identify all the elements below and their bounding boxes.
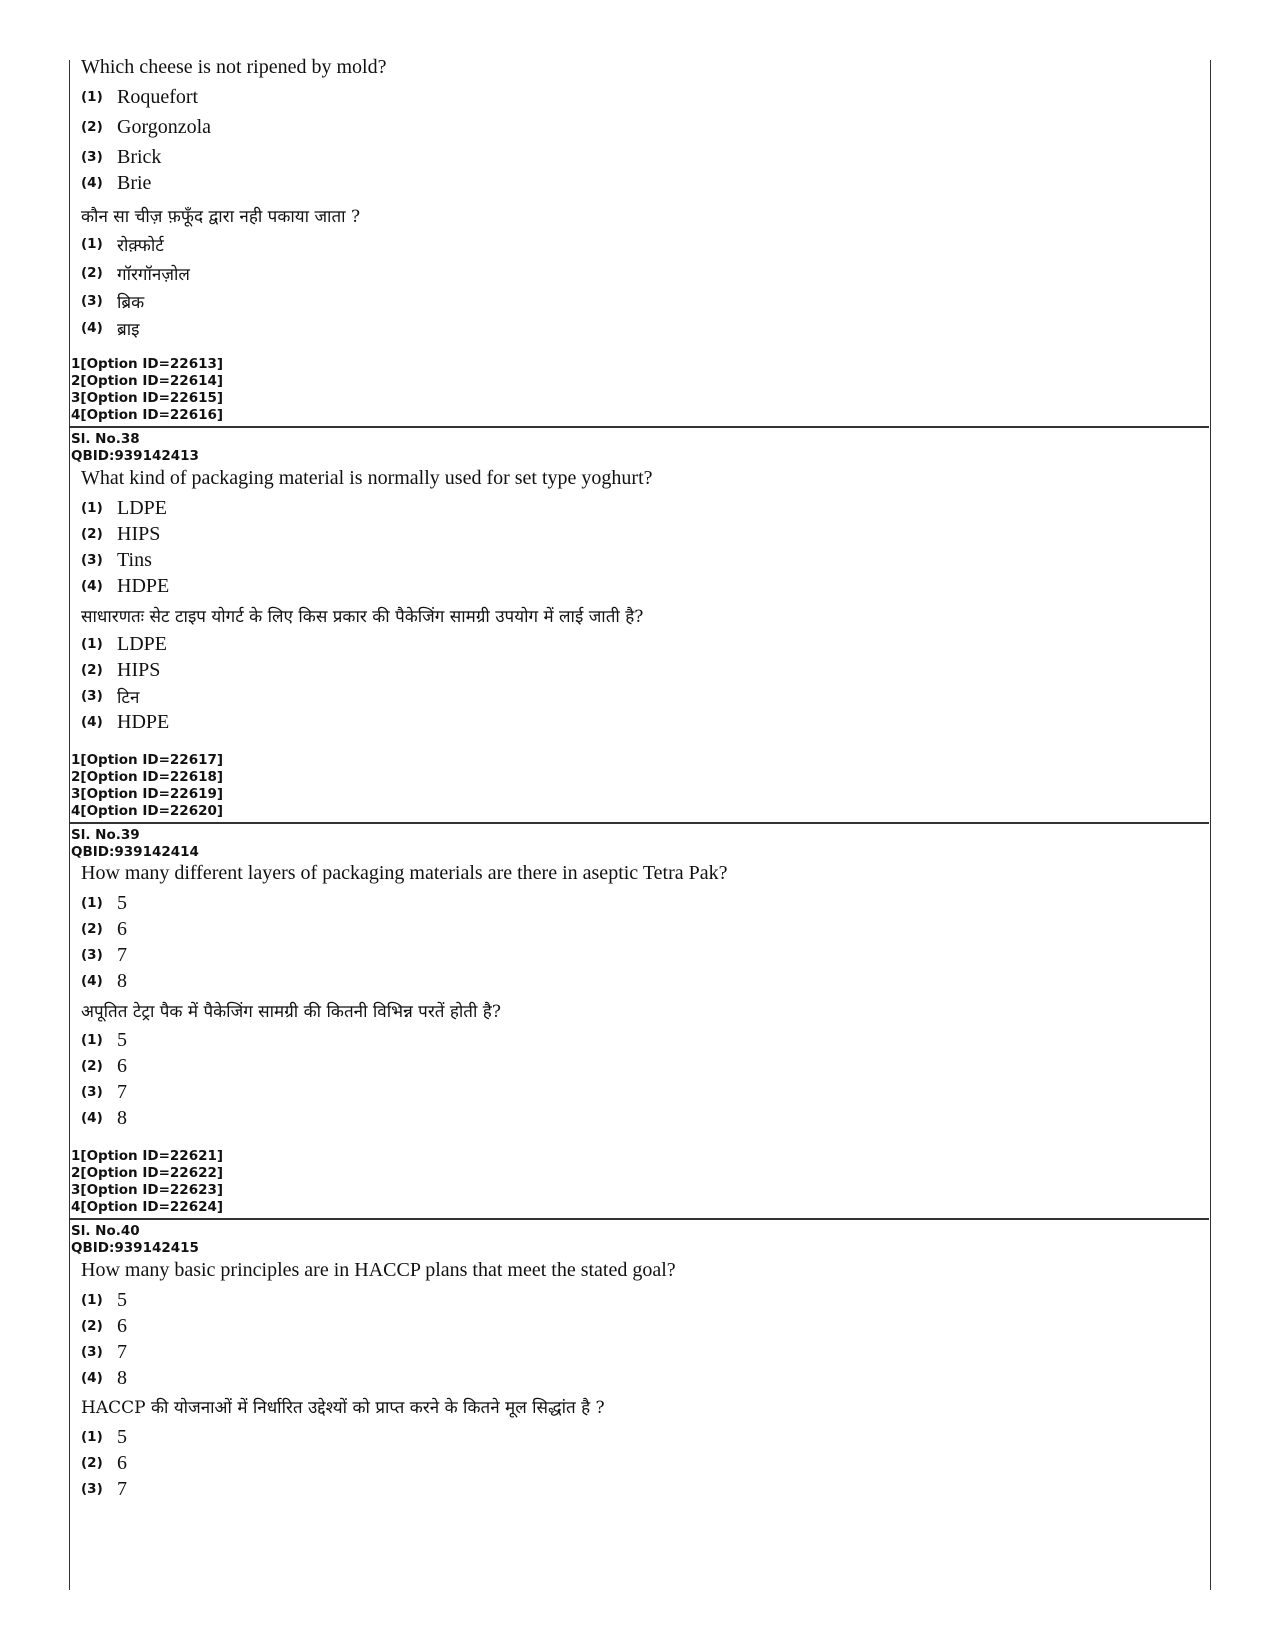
option-number: (1) [81, 236, 103, 252]
option-text: टिन [117, 687, 140, 708]
serial-number: Sl. No.38 [71, 431, 140, 447]
option-number: (3) [81, 947, 103, 963]
option-number: (4) [81, 1110, 103, 1126]
option-item [81, 657, 160, 683]
option-item [81, 631, 167, 657]
option-item [81, 942, 127, 968]
option-text: Brie [117, 171, 152, 194]
option-item [81, 1339, 127, 1365]
option-id: 2[Option ID=22618] [71, 769, 224, 785]
serial-number: Sl. No.39 [71, 827, 140, 843]
option-id: 1[Option ID=22617] [71, 752, 224, 768]
options-hi [69, 1424, 669, 1508]
option-item [81, 547, 152, 573]
option-text: 8 [117, 1106, 127, 1129]
qbid: QBID:939142413 [71, 448, 199, 464]
option-text: 8 [117, 969, 127, 992]
options-en [69, 495, 669, 605]
option-item [81, 521, 160, 547]
option-item [81, 288, 144, 314]
question-text-en: What kind of packaging material is normally used for set type yoghurt? [81, 467, 653, 489]
options-hi [69, 631, 669, 741]
option-text: LDPE [117, 632, 167, 655]
option-number: (3) [81, 1481, 103, 1497]
option-item [81, 144, 161, 170]
question-header [71, 827, 199, 861]
option-item [81, 573, 169, 599]
question-separator [69, 1218, 1209, 1220]
option-item [81, 1105, 127, 1131]
qbid: QBID:939142415 [71, 1240, 199, 1256]
option-id: 2[Option ID=22622] [71, 1165, 224, 1181]
option-text: LDPE [117, 496, 167, 519]
serial-number: Sl. No.40 [71, 1223, 140, 1239]
option-text: 6 [117, 917, 127, 940]
option-number: (2) [81, 526, 103, 542]
option-number: (1) [81, 1032, 103, 1048]
option-id-list [71, 752, 223, 820]
option-number: (4) [81, 175, 103, 191]
option-id: 3[Option ID=22623] [71, 1182, 224, 1198]
question-text-hi: कौन सा चीज़ फ़फूँद द्वारा नही पकाया जाता ? [81, 207, 361, 227]
option-text: 7 [117, 943, 127, 966]
options-hi [69, 231, 669, 341]
question-separator [69, 426, 1209, 428]
option-id: 3[Option ID=22619] [71, 786, 224, 802]
option-id: 4[Option ID=22616] [71, 407, 224, 423]
option-number: (4) [81, 1370, 103, 1386]
question-header [71, 1223, 199, 1257]
options-en [69, 1287, 669, 1397]
option-text: 7 [117, 1477, 127, 1500]
option-number: (1) [81, 1429, 103, 1445]
option-item [81, 170, 151, 196]
option-id: 2[Option ID=22614] [71, 373, 224, 389]
option-number: (3) [81, 552, 103, 568]
option-id: 3[Option ID=22615] [71, 390, 224, 406]
option-item [81, 1450, 127, 1476]
option-number: (2) [81, 921, 103, 937]
option-item [81, 260, 190, 286]
option-text: 7 [117, 1080, 127, 1103]
option-text: 6 [117, 1054, 127, 1077]
question-text-hi: साधारणतः सेट टाइप योगर्ट के लिए किस प्रकार की पैकेजिंग सामग्री उपयोग में लाई जाती है? [81, 607, 644, 627]
option-number: (4) [81, 320, 103, 336]
option-number: (1) [81, 89, 103, 105]
option-item [81, 495, 167, 521]
option-number: (2) [81, 1455, 103, 1471]
option-number: (1) [81, 1292, 103, 1308]
option-number: (3) [81, 1344, 103, 1360]
option-text: गॉरगॉनज़ोल [117, 264, 190, 285]
qbid: QBID:939142414 [71, 844, 199, 860]
option-text: रोक़्फोर्ट [117, 235, 164, 256]
question-text-en: How many different layers of packaging materials are there in aseptic Tetra Pak? [81, 862, 728, 884]
option-text: HIPS [117, 522, 161, 545]
option-text: 8 [117, 1366, 127, 1389]
option-item [81, 890, 127, 916]
option-text: HDPE [117, 710, 170, 733]
option-id: 4[Option ID=22620] [71, 803, 224, 819]
option-text: HIPS [117, 658, 161, 681]
option-text: Tins [117, 548, 152, 571]
option-item [81, 315, 139, 341]
option-item [81, 1053, 127, 1079]
option-text: Roquefort [117, 85, 199, 108]
option-number: (2) [81, 1318, 103, 1334]
option-item [81, 1313, 127, 1339]
question-text-hi: अपूतित टेट्रा पैक में पैकेजिंग सामग्री की कितनी विभिन्न परतें होती है? [81, 1002, 501, 1022]
option-item [81, 114, 211, 140]
option-number: (3) [81, 149, 103, 165]
option-item [81, 1424, 127, 1450]
options-en [69, 890, 669, 1000]
option-item [81, 84, 198, 110]
option-item [81, 968, 127, 994]
option-number: (3) [81, 293, 103, 309]
option-id: 1[Option ID=22613] [71, 356, 224, 372]
option-number: (1) [81, 636, 103, 652]
option-item [81, 916, 127, 942]
option-item [81, 231, 164, 257]
option-number: (2) [81, 119, 103, 135]
option-number: (2) [81, 662, 103, 678]
option-text: 6 [117, 1451, 127, 1474]
option-number: (4) [81, 973, 103, 989]
option-item [81, 1079, 127, 1105]
option-item [81, 1027, 127, 1053]
option-id: 1[Option ID=22621] [71, 1148, 224, 1164]
option-number: (3) [81, 1084, 103, 1100]
option-number: (4) [81, 714, 103, 730]
option-text: 5 [117, 1028, 127, 1051]
option-item [81, 1287, 127, 1313]
option-text: ब्राइ [117, 319, 140, 340]
options-hi [69, 1027, 669, 1137]
option-text: Gorgonzola [117, 115, 212, 138]
option-item [81, 683, 139, 709]
option-number: (1) [81, 500, 103, 516]
question-header [71, 431, 199, 465]
option-id: 4[Option ID=22624] [71, 1199, 224, 1215]
question-text-en: Which cheese is not ripened by mold? [81, 56, 387, 78]
option-item [81, 1476, 127, 1502]
option-number: (1) [81, 895, 103, 911]
option-text: 5 [117, 1288, 127, 1311]
question-text-hi: HACCP की योजनाओं में निर्धारित उद्देश्यों को प्राप्त करने के कितने मूल सिद्धांत है ? [81, 1398, 605, 1418]
question-text-en: How many basic principles are in HACCP plans that meet the stated goal? [81, 1259, 676, 1281]
option-text: 6 [117, 1314, 127, 1337]
option-item [81, 709, 169, 735]
question-separator [69, 822, 1209, 824]
option-text: ब्रिक [117, 292, 145, 313]
option-number: (2) [81, 1058, 103, 1074]
option-text: HDPE [117, 574, 170, 597]
option-id-list [71, 1148, 223, 1216]
option-id-list [71, 356, 223, 424]
option-number: (3) [81, 688, 103, 704]
option-text: 5 [117, 1425, 127, 1448]
option-number: (2) [81, 265, 103, 281]
option-text: 5 [117, 891, 127, 914]
option-item [81, 1365, 127, 1391]
option-text: Brick [117, 145, 162, 168]
option-number: (4) [81, 578, 103, 594]
options-en [69, 84, 669, 204]
option-text: 7 [117, 1340, 127, 1363]
